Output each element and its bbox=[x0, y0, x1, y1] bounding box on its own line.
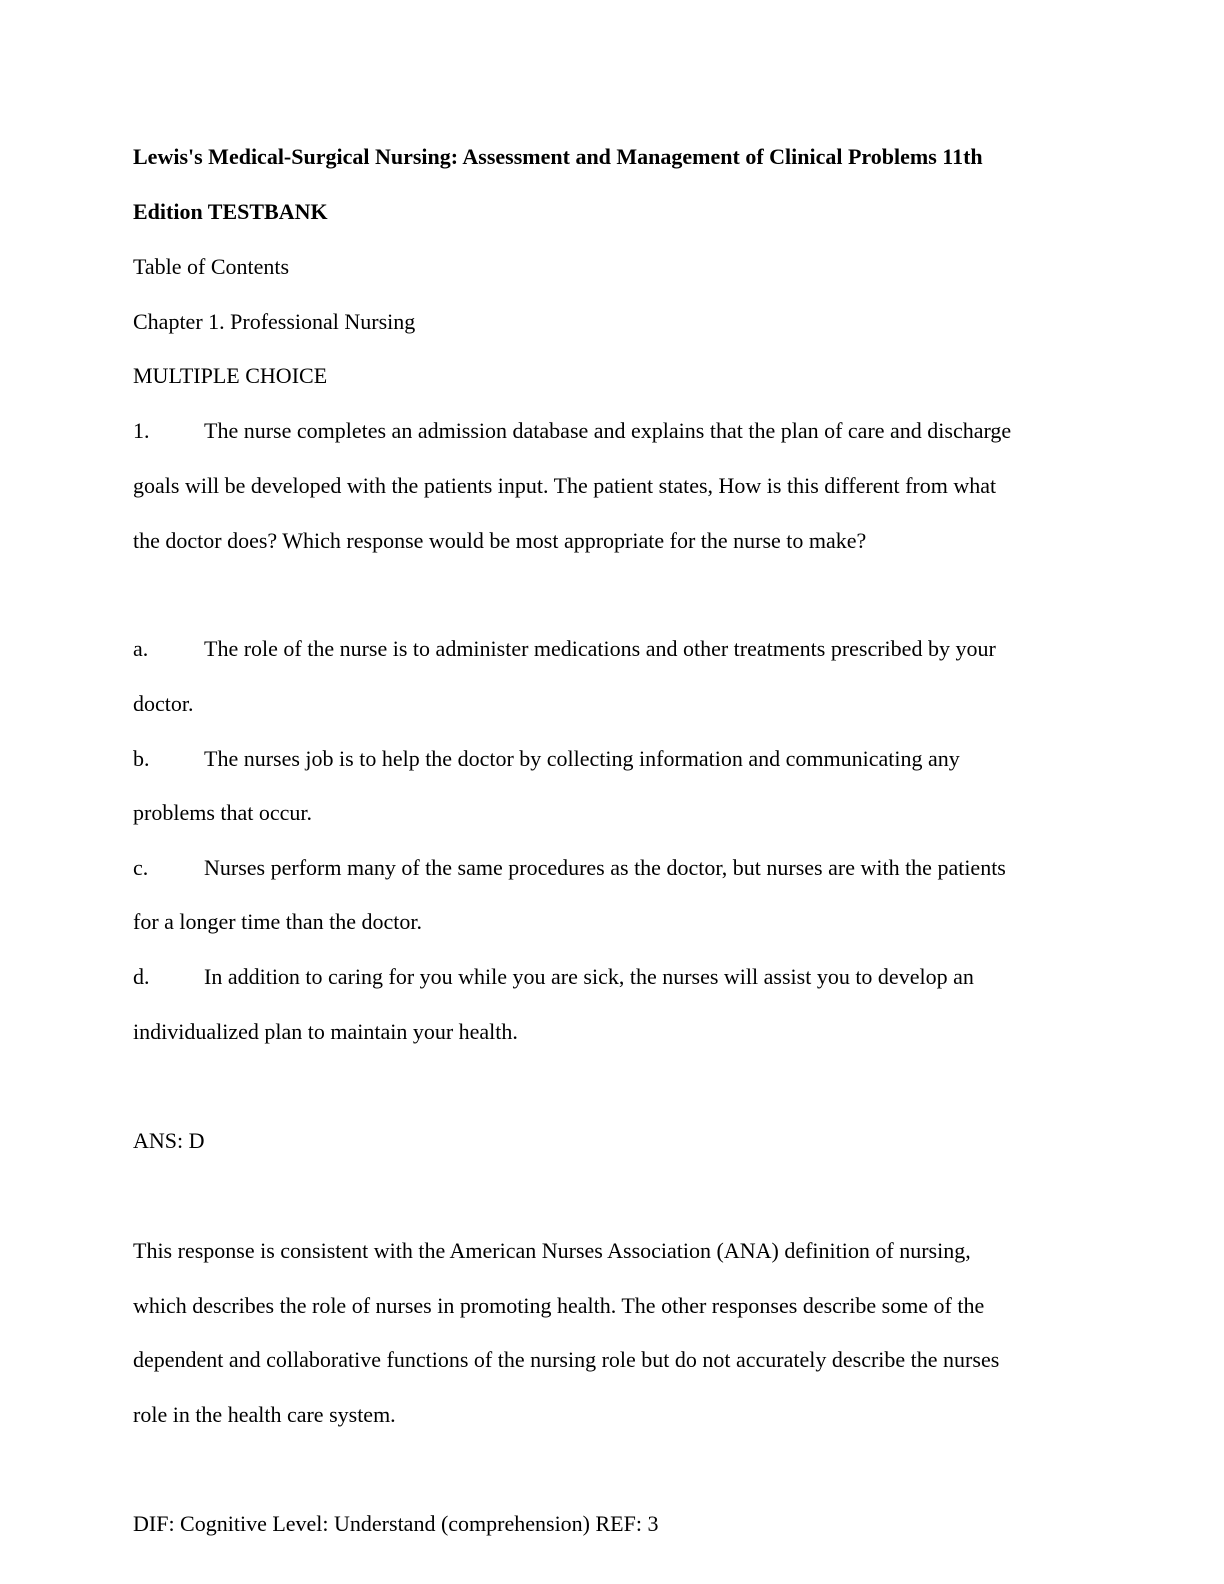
rationale-line-4: role in the health care system. bbox=[133, 1402, 396, 1427]
option-c-letter: c. bbox=[133, 855, 149, 880]
option-a-letter: a. bbox=[133, 636, 149, 661]
option-b-letter: b. bbox=[133, 746, 150, 771]
option-a-text-1: The role of the nurse is to administer medications and other treatments prescribed by your bbox=[204, 636, 996, 661]
rationale-line-2: which describes the role of nurses in promoting health. The other responses describe some of the bbox=[133, 1293, 985, 1318]
option-c-text-1: Nurses perform many of the same procedures as the doctor, but nurses are with the patients bbox=[204, 855, 1006, 880]
question-line-3: the doctor does? Which response would be most appropriate for the nurse to make? bbox=[133, 528, 867, 553]
answer-key: ANS: D bbox=[133, 1128, 205, 1153]
option-d-text-1: In addition to caring for you while you are sick, the nurses will assist you to develop an bbox=[204, 964, 974, 989]
rationale-line-1: This response is consistent with the American Nurses Association (ANA) definition of nursing, bbox=[133, 1238, 971, 1263]
document-title-line-1: Lewis's Medical-Surgical Nursing: Assessment and Management of Clinical Problems 11th bbox=[133, 144, 983, 169]
option-d-line-1 bbox=[133, 964, 974, 990]
option-b-line-2: problems that occur. bbox=[133, 800, 313, 825]
question-text-1: The nurse completes an admission database and explains that the plan of care and discharge bbox=[204, 418, 1012, 443]
option-c-line-2: for a longer time than the doctor. bbox=[133, 909, 422, 934]
question-number: 1. bbox=[133, 418, 150, 443]
chapter-heading: Chapter 1. Professional Nursing bbox=[133, 309, 416, 334]
document-title-line-2: Edition TESTBANK bbox=[133, 199, 328, 224]
option-a-line-2: doctor. bbox=[133, 691, 194, 716]
section-heading: MULTIPLE CHOICE bbox=[133, 363, 328, 388]
question-meta: DIF: Cognitive Level: Understand (comprehension) REF: 3 bbox=[133, 1511, 659, 1536]
option-b-line-1 bbox=[133, 746, 960, 772]
question-line-2: goals will be developed with the patients input. The patient states, How is this different from what bbox=[133, 473, 997, 498]
option-c-line-1 bbox=[133, 855, 1006, 881]
option-a-line-1 bbox=[133, 636, 996, 662]
option-d-line-2: individualized plan to maintain your health. bbox=[133, 1019, 518, 1044]
question-line-1 bbox=[133, 418, 1011, 444]
option-d-letter: d. bbox=[133, 964, 150, 989]
toc-heading: Table of Contents bbox=[133, 254, 290, 279]
rationale-line-3: dependent and collaborative functions of the nursing role but do not accurately describe the nurses bbox=[133, 1347, 1000, 1372]
option-b-text-1: The nurses job is to help the doctor by collecting information and communicating any bbox=[204, 746, 960, 771]
